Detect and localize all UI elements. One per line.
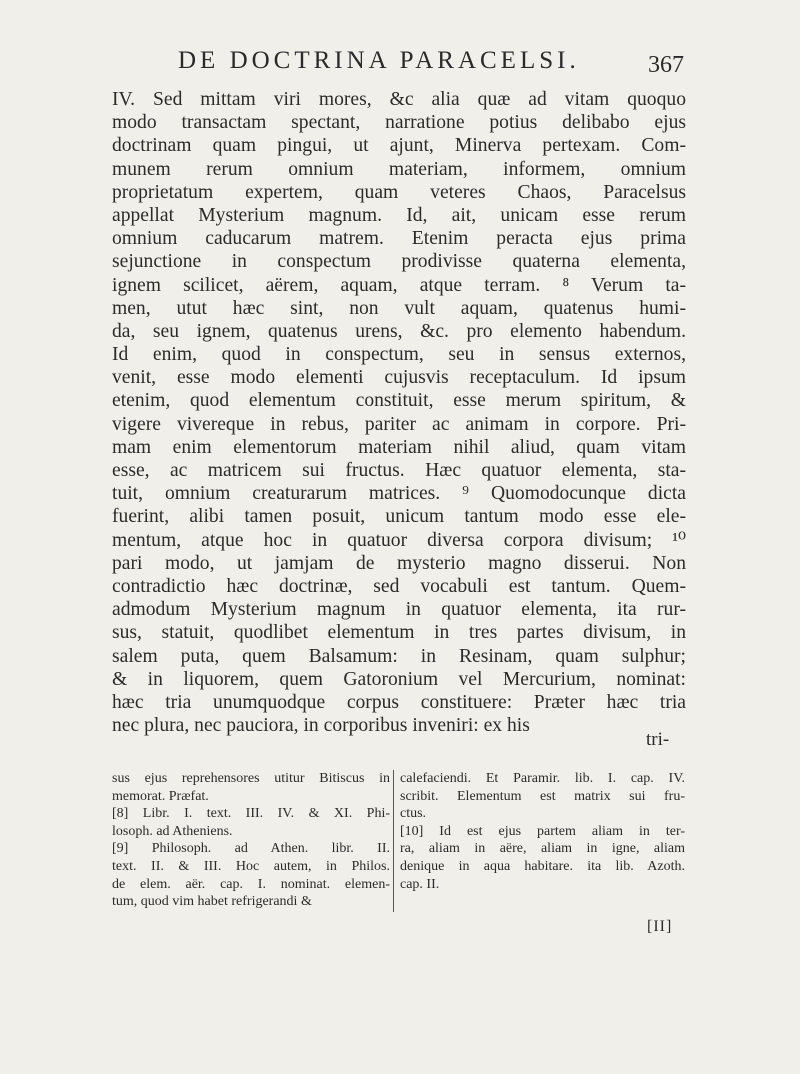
text-line: Id enim, quod in conspectum, seu in sensus externos, bbox=[112, 344, 686, 366]
footnote-line: memorat. Præfat. bbox=[112, 788, 209, 804]
footnote-line: text. II. & III. Hoc autem, in Philos. bbox=[112, 858, 390, 874]
text-line: admodum Mysterium magnum in quatuor elementa, ita rur- bbox=[112, 599, 686, 621]
column-divider bbox=[393, 770, 394, 912]
text-line: men, utut hæc sint, non vult aquam, quatenus humi- bbox=[112, 297, 686, 319]
footnotes-left-column bbox=[112, 770, 390, 911]
text-line: munem rerum omnium materiam, informem, omnium bbox=[112, 158, 686, 180]
text-line: modo transactam spectant, narratione potius delibabo ejus bbox=[112, 112, 686, 134]
text-line: hæc tria unumquodque corpus constituere: Præter hæc tria bbox=[112, 691, 686, 713]
footnote-line: [9] Philosoph. ad Athen. libr. II. bbox=[112, 841, 390, 857]
footnote-line: ra, aliam in aëre, aliam in igne, aliam bbox=[400, 841, 685, 857]
footnote-line: sus ejus reprehensores utitur Bitiscus in bbox=[112, 771, 390, 786]
footnotes-right-column bbox=[400, 770, 685, 893]
text-line: & in liquorem, quem Gatoronium vel Mercurium, nominat: bbox=[112, 668, 686, 690]
text-line: IV. Sed mittam viri mores, &c alia quæ ad vitam quoquo bbox=[112, 89, 686, 110]
text-line: omnium caducarum matrem. Etenim peracta ejus prima bbox=[112, 228, 686, 250]
text-line: esse, ac matricem sui fructus. Hæc quatuor elementa, sta- bbox=[112, 460, 686, 481]
footnote-line: de elem. aër. cap. I. nominat. elemen- bbox=[112, 876, 390, 892]
text-line: salem puta, quem Balsamum: in Resinam, quam sulphur; bbox=[112, 645, 686, 667]
catchword: tri- bbox=[646, 729, 670, 750]
signature-mark: [II] bbox=[647, 918, 673, 935]
page-number: 367 bbox=[648, 52, 684, 78]
text-line: fuerint, alibi tamen posuit, unicum tantum modo esse ele- bbox=[112, 506, 686, 528]
text-line: sejunctione in conspectum prodivisse quaterna elementa, bbox=[112, 251, 686, 273]
footnote-line: [10] Id est ejus partem aliam in ter- bbox=[400, 823, 685, 839]
text-line: da, seu ignem, quatenus urens, &c. pro elemento habendum. bbox=[112, 320, 686, 342]
text-line: pari modo, ut jamjam de mysterio magno disserui. Non bbox=[112, 552, 686, 574]
text-line: appellat Mysterium magnum. Id, ait, unicam esse rerum bbox=[112, 204, 686, 226]
footnote-line: scribit. Elementum est matrix sui fru- bbox=[400, 788, 685, 804]
footnote-line: ctus. bbox=[400, 806, 427, 822]
running-head: DE DOCTRINA PARACELSI. bbox=[178, 47, 580, 74]
footnote-line: calefaciendi. Et Paramir. lib. I. cap. IV. bbox=[400, 771, 685, 786]
footnote-line: cap. II. bbox=[400, 876, 440, 892]
footnote-line: tum, quod vim habet refrigerandi & bbox=[112, 894, 312, 910]
footnote-line: [8] Libr. I. text. III. IV. & XI. Phi- bbox=[112, 806, 390, 822]
text-line: contradictio hæc doctrinæ, sed vocabuli est tantum. Quem- bbox=[112, 575, 686, 597]
text-line: proprietatum expertem, quam veteres Chaos, Paracelsus bbox=[112, 181, 686, 203]
text-line: mam enim elementorum materiam nihil aliud, quam vitam bbox=[112, 436, 686, 458]
text-line: tuit, omnium creaturarum matrices. ⁹ Quomodocunque dicta bbox=[112, 483, 686, 505]
text-line: doctrinam quam pingui, ut ajunt, Minerva pertexam. Com- bbox=[112, 135, 686, 157]
text-line: venit, esse modo elementi cujusvis receptaculum. Id ipsum bbox=[112, 367, 686, 389]
text-line: mentum, atque hoc in quatuor diversa corpora divisum; ¹⁰ bbox=[112, 529, 686, 551]
footnote-line: denique in aqua habitare. ita lib. Azoth. bbox=[400, 858, 685, 874]
text-line: sus, statuit, quodlibet elementum in tres partes divisum, in bbox=[112, 622, 686, 644]
text-line: nec plura, nec pauciora, in corporibus inveniri: ex his bbox=[112, 715, 530, 737]
text-line: etenim, quod elementum constituit, esse merum spiritum, & bbox=[112, 390, 686, 412]
footnote-line: losoph. ad Atheniens. bbox=[112, 823, 233, 839]
main-text bbox=[112, 88, 686, 737]
text-line: ignem scilicet, aërem, aquam, atque terram. ⁸ Verum ta- bbox=[112, 274, 686, 296]
text-line: vigere vivereque in rebus, pariter ac animam in corpore. Pri- bbox=[112, 413, 686, 435]
